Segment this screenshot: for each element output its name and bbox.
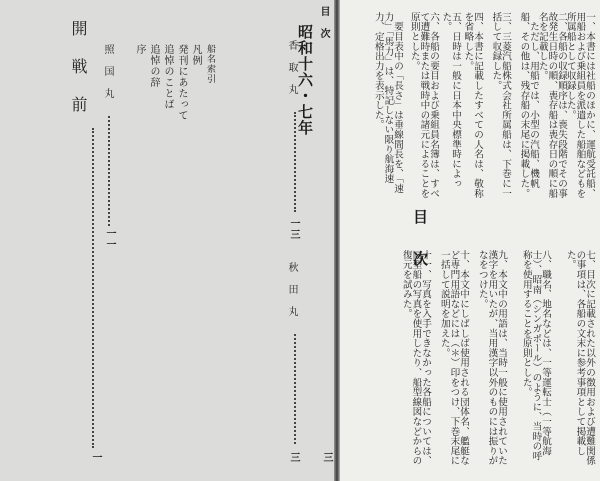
note-item: ただし、用船では、小型の汽船、機帆船、その他は、残存船の末尾に掲載した。 xyxy=(518,12,539,199)
front-matter-item[interactable]: 序 xyxy=(134,44,145,55)
dot-leader xyxy=(92,128,94,448)
front-matter-item[interactable]: 追悼のことば xyxy=(162,44,173,110)
page-number: 三 xyxy=(288,452,299,463)
note-item: 一、本書には社船のほかに、運航受託船、用船および乗組員を派遣した船舶などもを所属船として収録した。 xyxy=(564,12,595,199)
ship-entry-akita[interactable]: 秋 田 丸 xyxy=(286,262,297,317)
note-item: 七、目次に記載された以外の徴用および遭難関係の事項は、各船の文末に参考事項として掲載した。 xyxy=(564,250,595,466)
section-title: 開 戦 前 xyxy=(69,20,88,115)
dot-leader xyxy=(108,116,110,226)
dot-leader xyxy=(294,334,296,444)
dot-leader xyxy=(294,112,296,212)
note-item: 十一、写真を入手できなかった各船については、同型船の写真を使用したり、船型線図などからの復元を試みた。 xyxy=(400,250,431,466)
notes-title: 目 次 xyxy=(411,209,429,272)
note-item: 六、各船の要目および乗組員名簿は、すべて遭難時または戦時中の諸元によることを原則とした。 xyxy=(408,12,439,199)
page-number: 一一 xyxy=(104,228,115,250)
era-heading: 昭和十六・七年 xyxy=(296,24,314,136)
toc-header: 目 次 xyxy=(318,6,329,39)
note-item: 四、本書に記載したすべての人名は、敬称を省略した。 xyxy=(462,12,483,199)
note-item: 二、各船の収録順序は、喪失段階でその事故発生日時の順、喪存船は喪存日の順に船名を記載した。 xyxy=(536,12,567,199)
page-number: 一 xyxy=(90,452,101,463)
page-number: 三 xyxy=(321,452,332,463)
front-matter-item[interactable]: 追悼の辞 xyxy=(148,44,159,88)
note-item: 八、職名、地名などは、一等運転士（一等航海士）、昭南（シンガポール）のように、当時の呼称を使用することを原則とした。 xyxy=(520,250,551,461)
ship-entry-terukuni[interactable]: 照 国 丸 xyxy=(102,44,113,99)
note-item: 十、本文中にしばしば使用される団体名、艦艇など専門用語などには（＊）印をつけ、下巻末尾に一括して説明を加えた。 xyxy=(438,250,469,466)
note-item: 要目表中の「長さ」は垂線間長を、「速力」「馬力」は、特記しない限り航海速力、定格出力を表示した。 xyxy=(372,12,403,194)
page-number: 一三 xyxy=(288,218,299,240)
front-matter-item[interactable]: 発刊にあたって xyxy=(176,44,187,121)
note-item: 五、日時は一般に日本中央標準時によった。 xyxy=(440,12,461,189)
note-item: 三、三菱汽船株式会社所属船は、下巻に一括して収録した。 xyxy=(490,12,511,199)
ship-entry-katori[interactable]: 香 取 丸 xyxy=(286,40,297,95)
front-matter-item[interactable]: 船名索引 xyxy=(205,44,215,84)
right-page xyxy=(340,0,600,481)
note-item: 九、本文中の用語は、当時一般に使用されていた漢字を用いたが、当用漢字以外のものには振りがなをつけた。 xyxy=(476,250,507,466)
front-matter-item[interactable]: 凡例 xyxy=(190,44,201,66)
